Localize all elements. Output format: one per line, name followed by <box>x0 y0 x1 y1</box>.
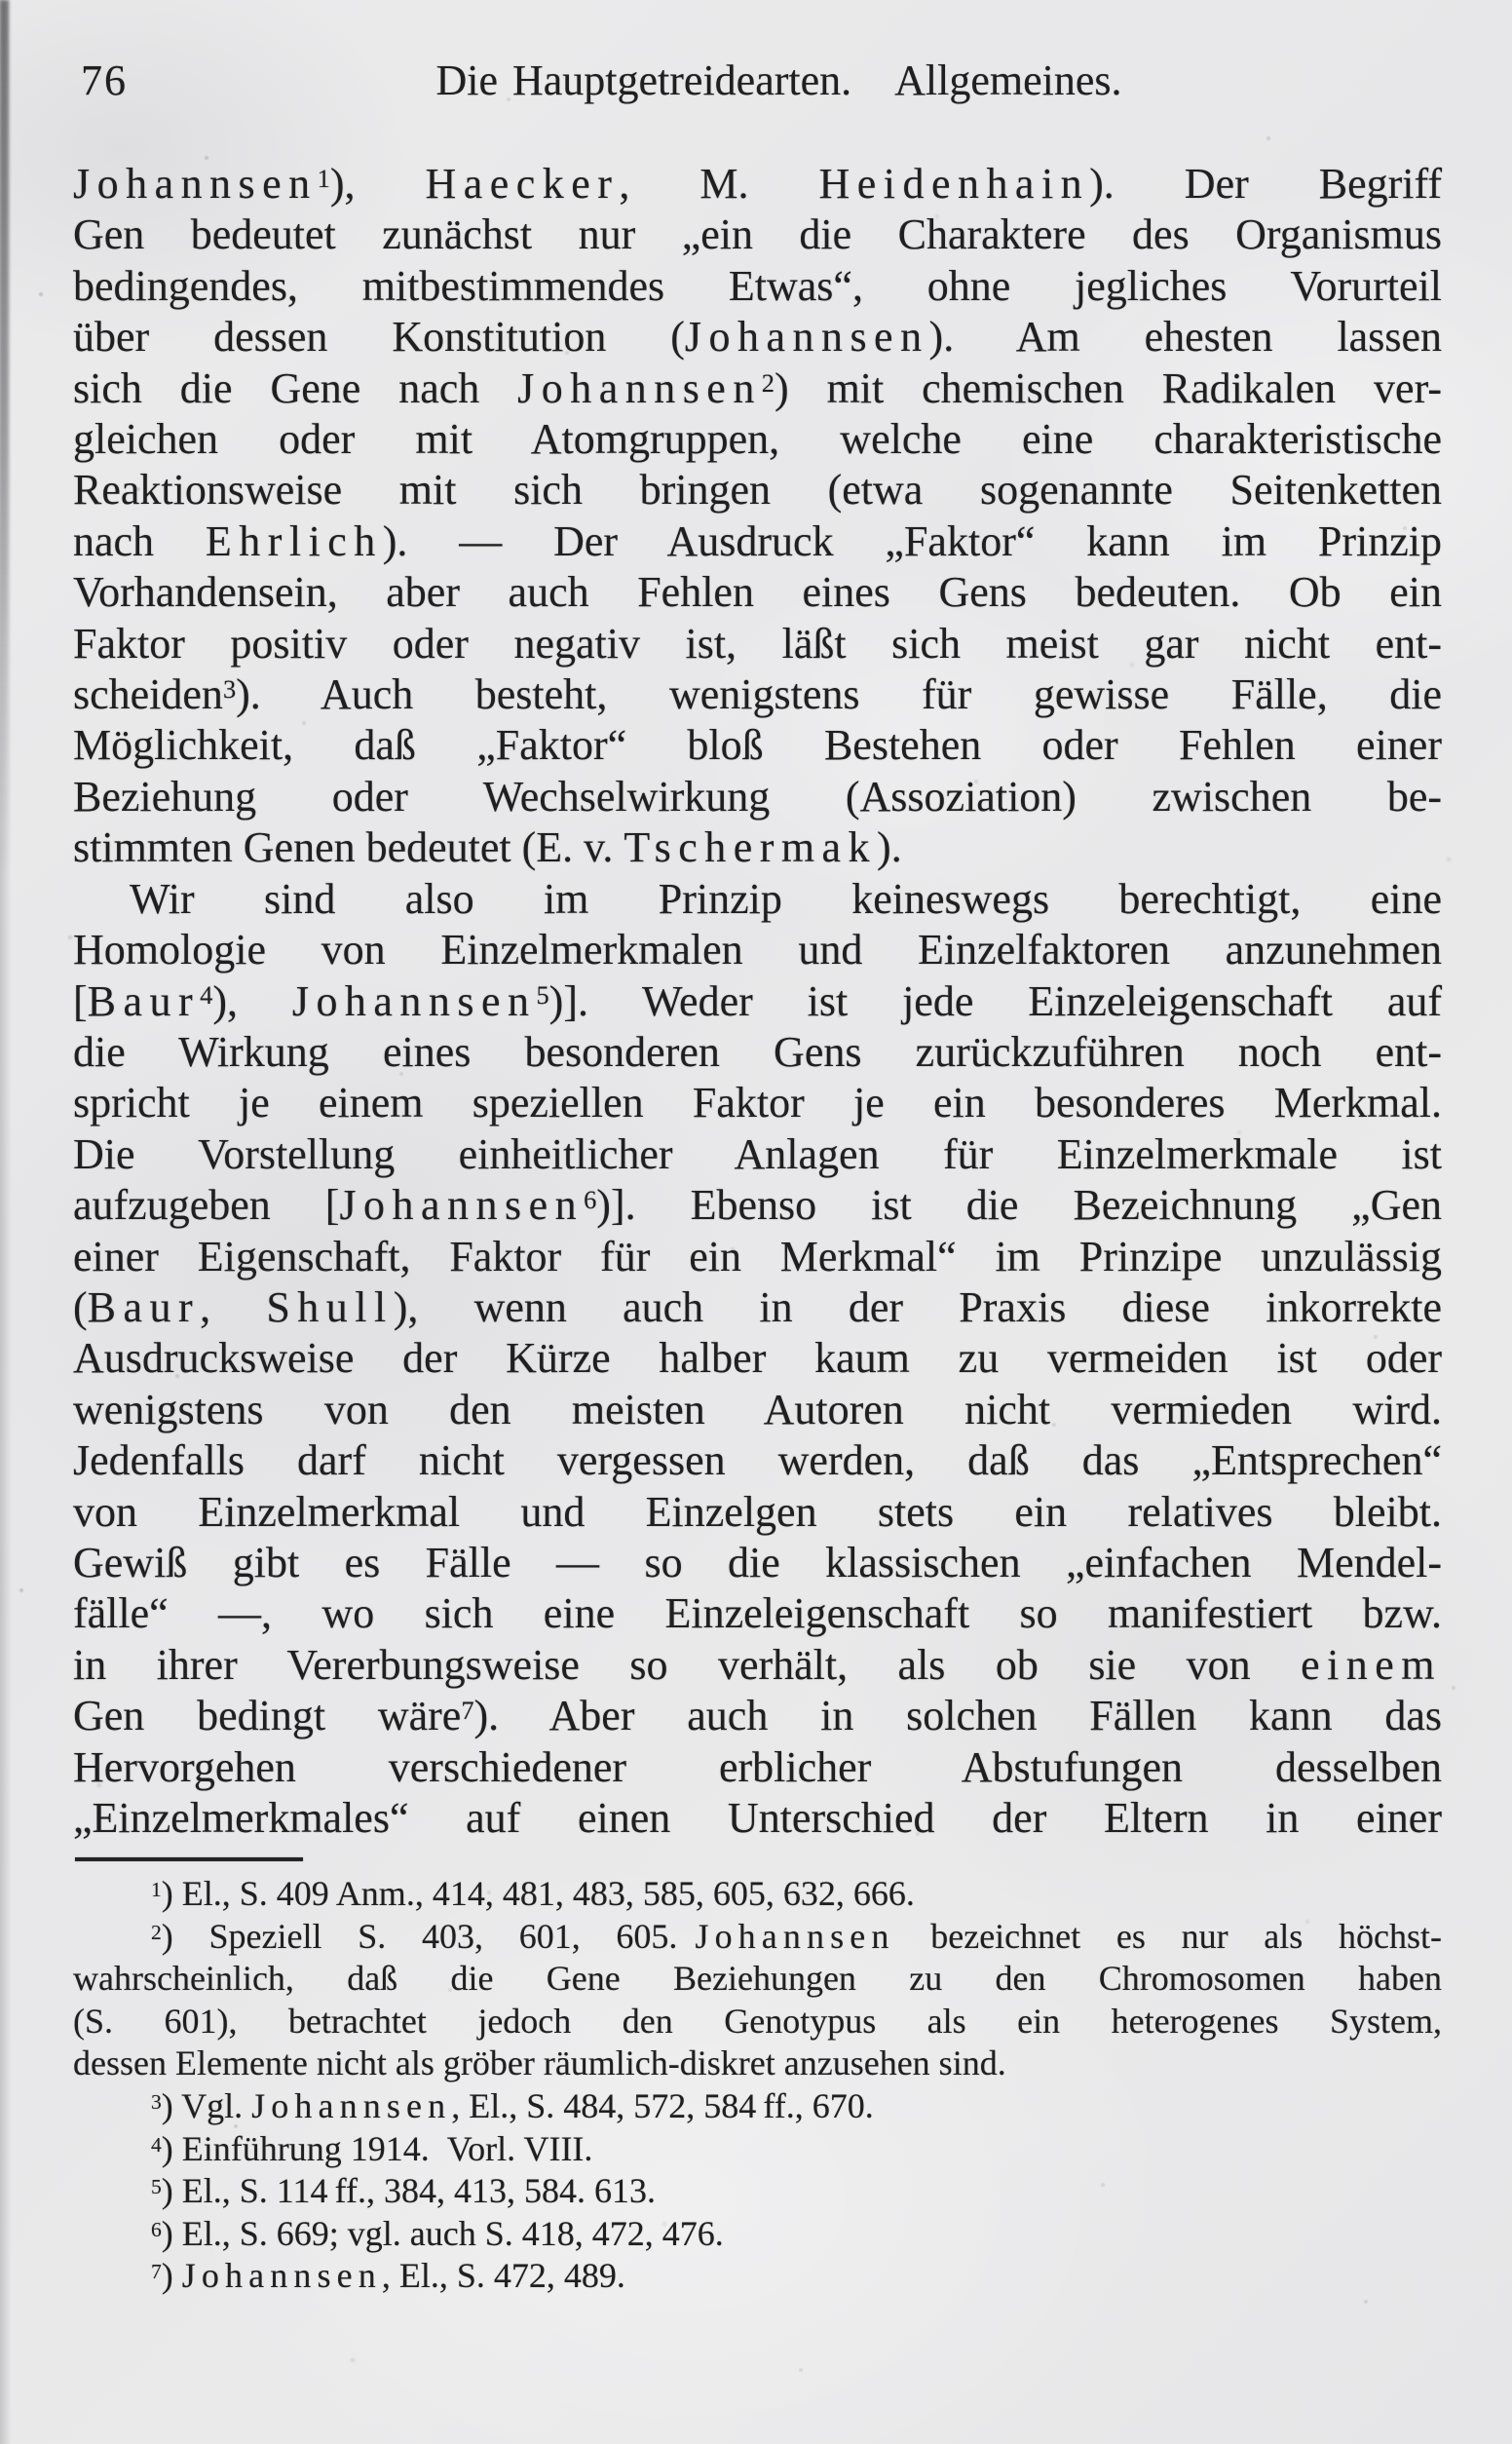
text-line: Reaktionsweise mit sich bringen (etwa sogenannte Seitenketten <box>73 466 1442 515</box>
text-line: Johannsen$^1$), Haecker, M. Heidenhain). Der Begriff <box>73 160 1443 208</box>
letterspaced-name: Haecker <box>425 160 620 208</box>
text-line: bedingendes, mitbestimmendes Etwas“, ohne jegliches Vorurteil <box>73 261 1442 310</box>
footnote-reference: 2 <box>151 1920 162 1944</box>
letterspaced-name: Johannsen <box>181 2256 382 2296</box>
text-line: spricht je einem speziellen Faktor je ein besonderes Merkmal. <box>73 1079 1442 1127</box>
text-line: von Einzelmerkmal und Einzelgen stets ein relatives bleibt. <box>73 1487 1442 1536</box>
footnote-reference: 3 <box>222 673 237 704</box>
footnote-reference: 6 <box>584 1185 597 1215</box>
text-line: sich die Gene nach Johannsen$^2$) mit chemischen Radikalen ver- <box>73 363 1442 412</box>
text-line: Vorhandensein, aber auch Fehlen eines Gens bedeuten. Ob ein <box>73 568 1442 617</box>
text-line: in ihrer Vererbungsweise so verhält, als ob sie von einem <box>73 1640 1442 1689</box>
scan-edge-smudge <box>0 0 9 877</box>
letterspaced-name: Johannsen <box>517 363 762 412</box>
text-line: scheiden$^3$). Auch besteht, wenigstens für gewisse Fälle, die <box>73 670 1442 719</box>
footnote-reference: 5 <box>536 980 549 1011</box>
letterspaced-name: Baur <box>87 1282 201 1331</box>
letterspaced-name: Johannsen <box>73 160 318 208</box>
text-line: nach Ehrlich). — Der Ausdruck „Faktor“ kann im Prinzip <box>73 516 1442 565</box>
text-line: $^5$) El., S. 114 ff., 384, 413, 584. 613. <box>151 2171 656 2211</box>
letterspaced-name: Johannsen <box>339 1181 585 1230</box>
text-line: Beziehung oder Wechselwirkung (Assoziation) zwischen be- <box>73 772 1442 821</box>
footnote-reference: 1 <box>317 163 330 193</box>
footnote-reference: 1 <box>151 1877 162 1901</box>
page-number: 76 <box>81 57 128 104</box>
text-line: (S. 601), betrachtet jedoch den Genotypus als ein heterogenes System, <box>73 2001 1442 2041</box>
letterspaced-name: Johannsen <box>695 1916 895 1956</box>
text-line: über dessen Konstitution (Johannsen). Am ehesten lassen <box>73 313 1442 362</box>
text-line: stimmten Genen bedeutet (E. v. Tschermak). <box>73 823 902 872</box>
text-line: Die Vorstellung einheitlicher Anlagen für Einzelmerkmale ist <box>73 1129 1442 1178</box>
text-line: $^3$) Vgl. Johannsen, El., S. 484, 572, 584 ff., 670. <box>151 2085 874 2125</box>
text-line: $^1$) El., S. 409 Anm., 414, 481, 483, 585, 605, 632, 666. <box>151 1874 915 1913</box>
footnotes-block <box>73 1873 1442 2298</box>
text-line: Homologie von Einzelmerkmalen und Einzelfaktoren anzunehmen <box>73 926 1442 974</box>
text-line: Ausdrucksweise der Kürze halber kaum zu vermeiden ist oder <box>73 1334 1442 1383</box>
footnote-reference: 7 <box>461 1696 474 1726</box>
text-line: Wir sind also im Prinzip keineswegs berechtigt, eine <box>130 874 1442 923</box>
text-line: Hervorgehen verschiedener erblicher Abstufungen desselben <box>73 1742 1442 1791</box>
text-line: einer Eigenschaft, Faktor für ein Merkmal“ im Prinzipe unzulässig <box>73 1232 1442 1280</box>
text-line: dessen Elemente nicht als gröber räumlich-diskret anzusehen sind. <box>73 2043 1006 2083</box>
letterspaced-name: Johannsen <box>251 2085 452 2125</box>
letterspaced-name: Heidenhain <box>818 160 1090 208</box>
text-line: wahrscheinlich, daß die Gene Beziehungen zu den Chromosomen haben <box>73 1959 1442 1999</box>
text-line: die Wirkung eines besonderen Gens zurückzuführen noch ent- <box>73 1027 1442 1076</box>
letterspaced-name: Johannsen <box>684 313 929 362</box>
running-header <box>73 58 1442 107</box>
footnote-reference: 2 <box>761 367 775 398</box>
letterspaced-name: Ehrlich <box>205 516 383 565</box>
text-line: (Baur, Shull), wenn auch in der Praxis diese inkorrekte <box>73 1282 1443 1331</box>
footnote-reference: 5 <box>151 2175 162 2199</box>
text-line: $^4$) Einführung 1914. Vorl. VIII. <box>151 2128 593 2168</box>
letterspaced-name: Johannsen <box>291 976 537 1025</box>
text-line: Faktor positiv oder negativ ist, läßt sich meist gar nicht ent- <box>73 619 1442 668</box>
text-line: „Einzelmerkmales“ auf einen Unterschied der Eltern in einer <box>73 1794 1442 1842</box>
text-line: Gen bedeutet zunächst nur „ein die Charaktere des Organismus <box>73 210 1442 259</box>
text-line: gleichen oder mit Atomgruppen, welche eine charakteristische <box>73 415 1442 464</box>
text-line: wenigstens von den meisten Autoren nicht vermieden wird. <box>73 1385 1442 1433</box>
footnote-separator <box>75 1857 303 1861</box>
text-line: $^2$) Speziell S. 403, 601, 605. Johannsen bezeichnet es nur als höchst- <box>151 1916 1442 1956</box>
text-line: Möglichkeit, daß „Faktor“ bloß Bestehen oder Fehlen einer <box>73 721 1442 770</box>
footnote-reference: 7 <box>151 2260 162 2284</box>
text-line: aufzugeben [Johannsen$^6$)]. Ebenso ist die Bezeichnung „Gen <box>73 1181 1443 1230</box>
footnote-reference: 4 <box>200 980 213 1011</box>
footnote-reference: 3 <box>151 2089 162 2114</box>
text-line: Jedenfalls darf nicht vergessen werden, daß das „Entsprechen“ <box>73 1436 1442 1485</box>
text-line: $^7$) Johannsen, El., S. 472, 489. <box>151 2256 625 2296</box>
text-line: Gewiß gibt es Fälle — so die klassischen „einfachen Mendel- <box>73 1538 1442 1586</box>
text-line: fälle“ —, wo sich eine Einzeleigenschaft so manifestiert bzw. <box>73 1589 1442 1638</box>
text-line: Gen bedingt wäre$^7$). Aber auch in solchen Fällen kann das <box>73 1692 1442 1740</box>
footnote-reference: 6 <box>151 2217 162 2241</box>
text-line: $^6$) El., S. 669; vgl. auch S. 418, 472, 476. <box>151 2213 724 2253</box>
footnote-reference: 4 <box>151 2132 162 2157</box>
running-title: Die Hauptgetreidearten. Allgemeines. <box>435 57 1122 104</box>
letterspaced-name: Tschermak <box>624 823 878 872</box>
letterspaced-name: Baur <box>87 976 201 1025</box>
text-line: [Baur$^4$), Johannsen$^5$)]. Weder ist jede Einzeleigenschaft auf <box>73 976 1442 1025</box>
body-text-block <box>73 159 1442 1844</box>
letterspaced-name: Shull <box>266 1282 394 1331</box>
letterspaced-name: einem <box>1301 1640 1442 1689</box>
